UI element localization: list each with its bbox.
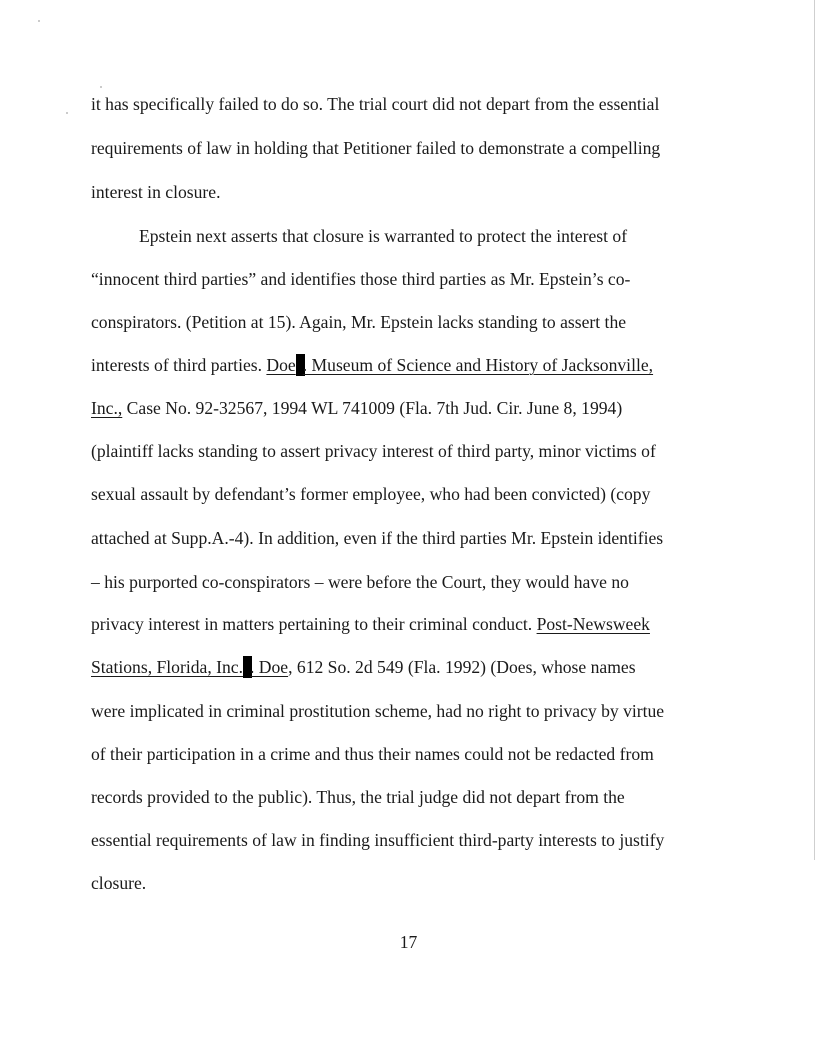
text-segment: privacy interest in matters pertaining to their criminal conduct. — [91, 614, 537, 634]
case-citation — [266, 355, 653, 375]
body-line — [91, 354, 721, 376]
body-line: – his purported co-conspirators – were before the Court, they would have no — [91, 572, 629, 592]
scan-speck — [66, 112, 68, 114]
case-citation: Post-Newsweek — [536, 614, 650, 634]
scan-speck — [38, 20, 40, 22]
body-line: were implicated in criminal prostitution scheme, had no right to privacy by virtue — [91, 701, 665, 721]
body-line: requirements of law in holding that Petitioner failed to demonstrate a compelling — [91, 138, 661, 158]
page-number: 17 — [399, 932, 418, 952]
body-line: sexual assault by defendant’s former employee, who had been convicted) (copy — [91, 484, 651, 504]
body-line: Epstein next asserts that closure is warranted to protect the interest of — [139, 226, 628, 246]
case-citation: Inc., — [91, 398, 123, 418]
body-line: closure. — [91, 873, 147, 893]
body-line: records provided to the public). Thus, the trial judge did not depart from the — [91, 787, 625, 807]
body-line — [91, 397, 721, 419]
citation-part: Doe — [266, 355, 296, 375]
body-line: attached at Supp.A.-4). In addition, even if the third parties Mr. Epstein identifies — [91, 528, 664, 548]
body-line: “innocent third parties” and identifies those third parties as Mr. Epstein’s co- — [91, 269, 631, 289]
case-citation — [91, 657, 288, 677]
body-line — [91, 613, 721, 635]
citation-part: Stations, Florida, Inc. — [91, 657, 243, 677]
citation-part: . Museum of Science and History of Jacksonville, — [302, 355, 654, 375]
scan-edge — [814, 0, 815, 860]
body-line: conspirators. (Petition at 15). Again, Mr. Epstein lacks standing to assert the — [91, 312, 627, 332]
text-segment: , 612 So. 2d 549 (Fla. 1992) (Does, whose names — [288, 657, 636, 677]
scan-speck — [100, 86, 102, 88]
body-line: it has specifically failed to do so. The trial court did not depart from the essential — [91, 94, 660, 114]
body-line: essential requirements of law in finding insufficient third-party interests to justify — [91, 830, 665, 850]
text-segment: Case No. 92-32567, 1994 WL 741009 (Fla. 7th Jud. Cir. June 8, 1994) — [122, 398, 623, 418]
body-line: of their participation in a crime and thus their names could not be redacted from — [91, 744, 654, 764]
body-line: interest in closure. — [91, 182, 221, 202]
body-line — [91, 656, 721, 678]
citation-part: . Doe — [249, 657, 289, 677]
body-line: (plaintiff lacks standing to assert privacy interest of third party, minor victims of — [91, 441, 656, 461]
text-segment: interests of third parties. — [91, 355, 267, 375]
